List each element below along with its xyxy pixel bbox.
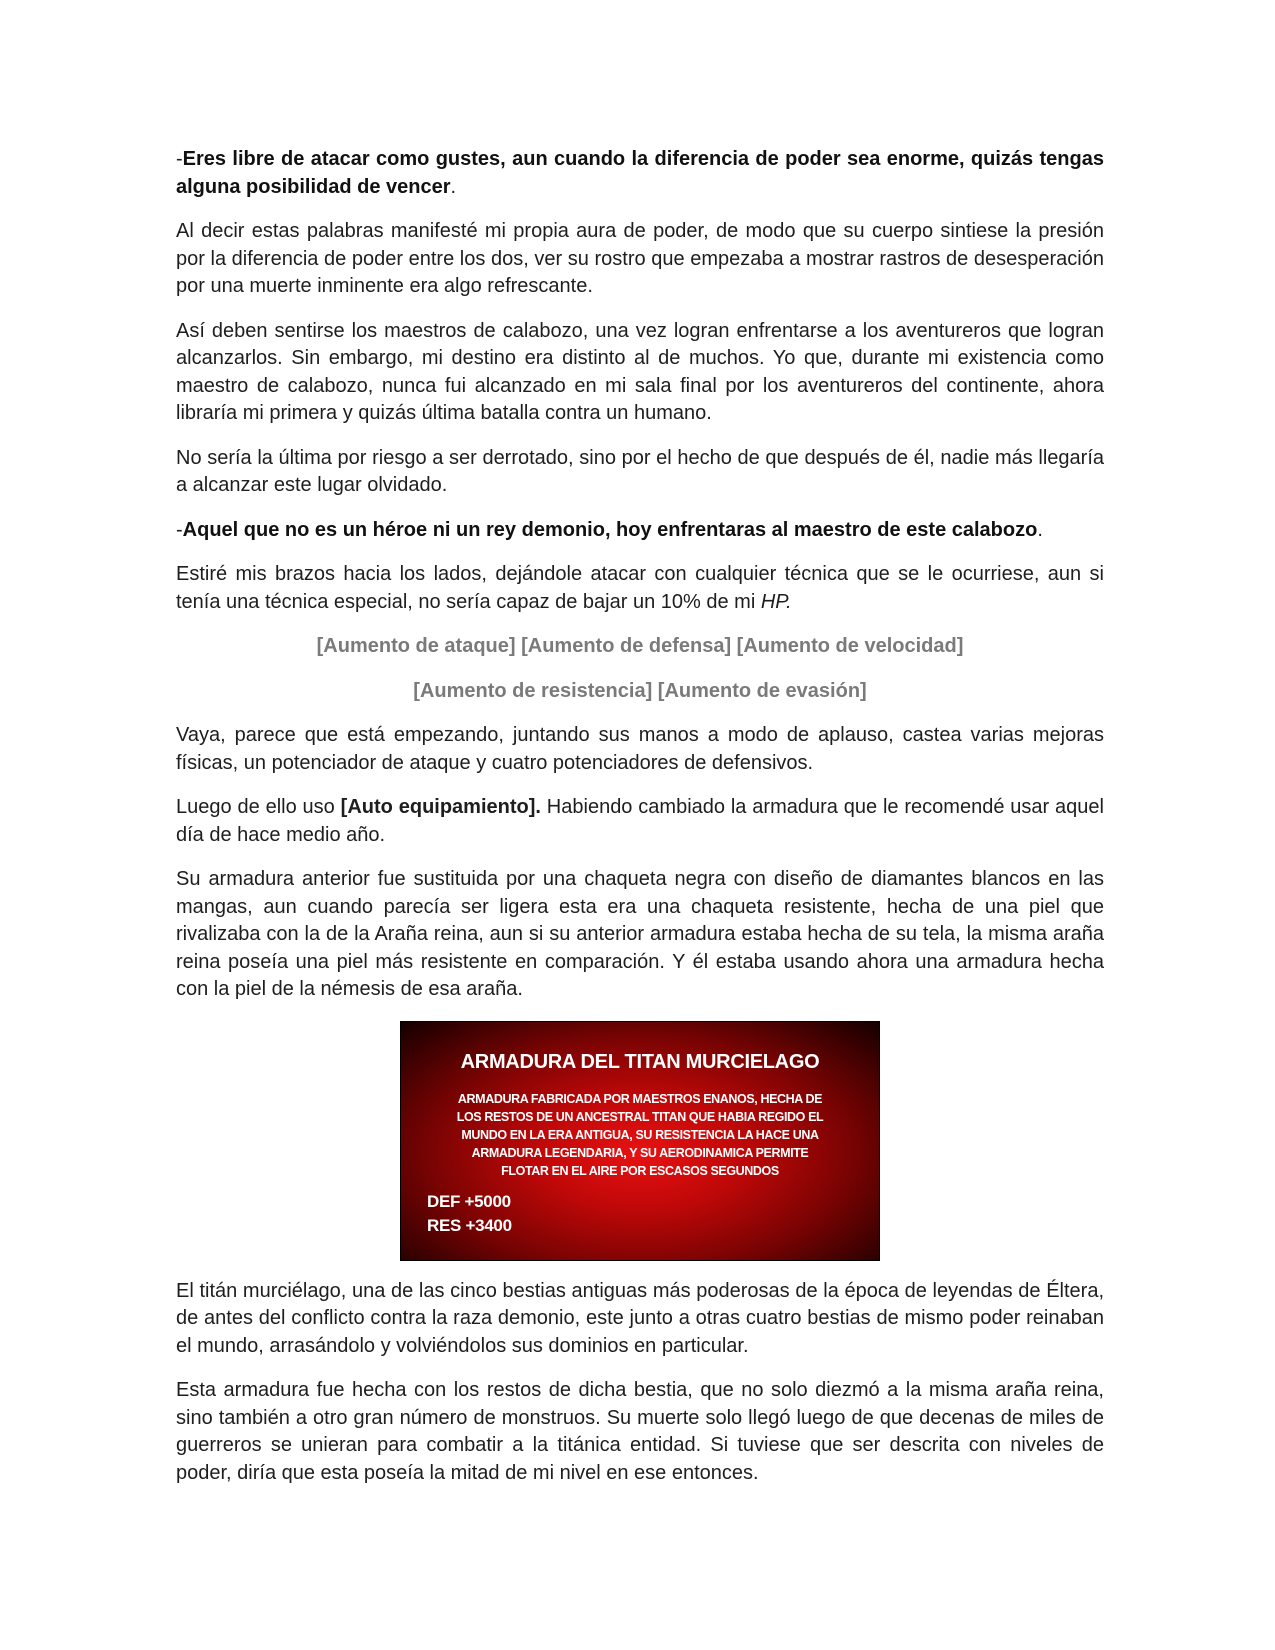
armor-desc-line: MUNDO EN LA ERA ANTIGUA, SU RESISTENCIA LA HACE UNA <box>461 1127 819 1142</box>
armor-card-description <box>413 1090 867 1180</box>
armor-desc-line: LOS RESTOS DE UN ANCESTRAL TITAN QUE HABIA REGIDO EL <box>456 1109 824 1124</box>
narrative-paragraph-8 <box>176 794 1104 849</box>
armor-card-title: ARMADURA DEL TITAN MURCIELAGO <box>460 1050 820 1073</box>
narrative-paragraph-7: Vaya, parece que está empezando, juntando sus manos a modo de aplauso, castea varias mejoras físicas, un potenciador de ataque y cuatro potenciadores de defensivos. <box>176 724 1104 774</box>
narrative-paragraph-10: El titán murciélago, una de las cinco bestias antiguas más poderosas de la época de leyendas de Éltera, de antes del conflicto contra la raza demonio, este junto a otras cuatro bestias de mismo poder reinaban el mundo, arrasándolo y volviéndolos sus dominios en particular. <box>176 1279 1104 1357</box>
dialogue-text-bold: Eres libre de atacar como gustes, aun cuando la diferencia de poder sea enorme, quizás tengas alguna posibilidad de vencer <box>176 148 1104 198</box>
narrative-paragraph-9: Su armadura anterior fue sustituida por una chaqueta negra con diseño de diamantes blancos en las mangas, aun cuando parecía ser ligera esta era una chaqueta resistente, hecha de una piel que rivalizaba con la de la Araña reina, aun si su anterior armadura estaba hecha de su tela, la misma araña reina poseía una piel más resistente en comparación. Y él estaba usando ahora una armadura hecha con la piel de la némesis de esa araña. <box>176 868 1104 1000</box>
document-page <box>176 146 1104 1504</box>
figure-container <box>176 1021 1104 1261</box>
dialogue-period: . <box>1037 518 1043 541</box>
armor-desc-line: ARMADURA FABRICADA POR MAESTROS ENANOS, HECHA DE <box>457 1091 823 1106</box>
dialogue-period: . <box>450 175 457 198</box>
armor-info-card <box>400 1021 880 1261</box>
skills-line-2: [Aumento de resistencia] [Aumento de evasión] <box>413 679 867 702</box>
paragraph-text: Estiré mis brazos hacia los lados, dejándole atacar con cualquier técnica que se le ocurriese, aun si tenía una técnica especial, no sería capaz de bajar un 10% de mi <box>176 563 1104 613</box>
dialogue-dash: - <box>176 148 183 170</box>
armor-desc-line: ARMADURA LEGENDARIA, Y SU AERODINAMICA PERMITE <box>471 1145 809 1160</box>
stat-def: DEF +5000 <box>427 1191 511 1211</box>
narrative-paragraph-6 <box>176 561 1104 616</box>
narrative-paragraph-2: Al decir estas palabras manifesté mi propia aura de poder, de modo que su cuerpo sintiese la presión por la diferencia de poder entre los dos, ver su rostro que empezaba a mostrar rastros de desesperación por una muerte inminente era algo refrescante. <box>176 220 1104 297</box>
armor-desc-line: FLOTAR EN EL AIRE POR ESCASOS SEGUNDOS <box>501 1163 779 1178</box>
dialogue-paragraph-5 <box>176 517 1104 545</box>
dialogue-dash: - <box>176 518 183 541</box>
paragraph-text-post: Habiendo cambiado la armadura que le recomendé usar aquel día de hace medio año. <box>176 796 1104 846</box>
narrative-paragraph-3: Así deben sentirse los maestros de calabozo, una vez logran enfrentarse a los aventureros que logran alcanzarlos. Sin embargo, mi destino era distinto al de muchos. Yo que, durante mi existencia como maestro de calabozo, nunca fui alcanzado en mi sala final por los aventureros del continente, ahora libraría mi primera y quizás última batalla contra un humano. <box>176 319 1104 424</box>
paragraph-text-pre: Luego de ello uso <box>176 796 341 818</box>
narrative-paragraph-4: No sería la última por riesgo a ser derrotado, sino por el hecho de que después de él, nadie más llegaría a alcanzar este lugar olvidado. <box>176 446 1104 496</box>
dialogue-text-bold: Aquel que no es un héroe ni un rey demonio, hoy enfrentaras al maestro de este calabozo <box>182 518 1038 541</box>
hp-italic: HP. <box>760 590 792 613</box>
dialogue-paragraph-1 <box>176 146 1104 201</box>
skills-line-1: [Aumento de ataque] [Aumento de defensa] [Aumento de velocidad] <box>316 635 964 657</box>
skill-name-bold: [Auto equipamiento]. <box>340 796 541 818</box>
armor-card-stats <box>427 1190 512 1238</box>
narrative-paragraph-11: Esta armadura fue hecha con los restos de dicha bestia, que no solo diezmó a la misma araña reina, sino también a otro gran número de monstruos. Su muerte solo llegó luego de que decenas de miles de guerreros se unieran para combatir a la titánica entidad. Si tuviese que ser descrita con niveles de poder, diría que esta poseía la mitad de mi nivel en ese entonces. <box>176 1379 1104 1484</box>
stat-res: RES +3400 <box>427 1215 512 1235</box>
